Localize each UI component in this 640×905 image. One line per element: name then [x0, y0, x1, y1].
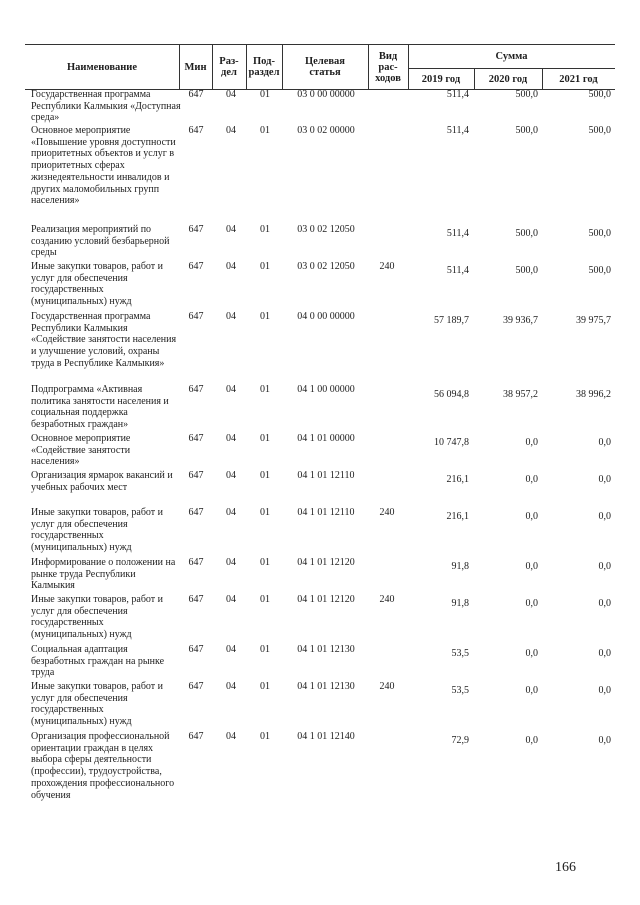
row-2019: 53,5: [451, 685, 469, 696]
row-name: Реализация мероприятий по созданию условий безбарьерной среды: [31, 224, 170, 259]
row-razdel: 04: [226, 470, 236, 481]
col-header-razdel: Раз- дел: [219, 56, 239, 78]
row-2021: 500,0: [588, 228, 611, 239]
row-celevaya: 04 1 01 12110: [297, 507, 355, 518]
row-2021: 0,0: [598, 511, 611, 522]
col-header-vid: Вид рас- ходов: [375, 50, 401, 84]
row-razdel: 04: [226, 261, 236, 272]
row-2019: 53,5: [451, 648, 469, 659]
col-header-summa: Сумма: [495, 50, 528, 62]
row-name: Иные закупки товаров, работ и услуг для обеспечения государственных (муниципальных) нужд: [31, 681, 164, 728]
col-header-min: Мин: [184, 61, 207, 73]
row-2021: 500,0: [588, 89, 611, 100]
row-razdel: 04: [226, 507, 236, 518]
row-razdel: 04: [226, 557, 236, 568]
row-2019: 57 189,7: [434, 315, 469, 326]
row-2020: 0,0: [525, 511, 538, 522]
row-celevaya: 04 1 00 00000: [297, 384, 355, 395]
row-name: Иные закупки товаров, работ и услуг для обеспечения государственных (муниципальных) нужд: [31, 507, 164, 554]
row-name: Основное мероприятие «Повышение уровня доступности приоритетных объектов и услуг в приоритетных сферах жизнедеятельности инвалидов и других маломобильных групп населения»: [31, 125, 176, 207]
row-2019: 511,4: [446, 265, 469, 276]
row-min: 647: [188, 311, 204, 322]
row-2019: 511,4: [446, 89, 469, 100]
row-podrazdel: 01: [260, 507, 270, 518]
col-header-2021: 2021 год: [559, 73, 598, 85]
row-2019: 216,1: [446, 511, 469, 522]
row-min: 647: [188, 384, 204, 395]
row-celevaya: 03 0 00 00000: [297, 89, 355, 100]
row-celevaya: 04 1 01 12110: [297, 470, 355, 481]
row-podrazdel: 01: [260, 311, 270, 322]
row-min: 647: [188, 433, 204, 444]
row-2020: 0,0: [525, 735, 538, 746]
row-podrazdel: 01: [260, 594, 270, 605]
row-2020: 0,0: [525, 598, 538, 609]
row-razdel: 04: [226, 594, 236, 605]
row-2019: 91,8: [451, 598, 469, 609]
row-podrazdel: 01: [260, 644, 270, 655]
row-razdel: 04: [226, 433, 236, 444]
row-name: Организация ярмарок вакансий и учебных рабочих мест: [31, 470, 173, 493]
row-2020: 38 957,2: [503, 389, 538, 400]
row-2019: 216,1: [446, 474, 469, 485]
row-2019: 10 747,8: [434, 437, 469, 448]
row-2021: 0,0: [598, 735, 611, 746]
row-razdel: 04: [226, 311, 236, 322]
row-2019: 56 094,8: [434, 389, 469, 400]
row-podrazdel: 01: [260, 125, 270, 136]
row-podrazdel: 01: [260, 681, 270, 692]
row-celevaya: 04 1 01 12120: [297, 594, 355, 605]
row-celevaya: 03 0 02 12050: [297, 261, 355, 272]
row-2020: 500,0: [515, 125, 538, 136]
row-2020: 39 936,7: [503, 315, 538, 326]
row-celevaya: 04 1 01 12130: [297, 644, 355, 655]
row-celevaya: 03 0 02 12050: [297, 224, 355, 235]
row-name: Основное мероприятие «Содействие занятости населения»: [31, 433, 131, 468]
row-podrazdel: 01: [260, 261, 270, 272]
row-2021: 38 996,2: [576, 389, 611, 400]
row-2020: 0,0: [525, 648, 538, 659]
col-header-2020: 2020 год: [488, 73, 528, 85]
row-min: 647: [188, 89, 204, 100]
row-celevaya: 04 0 00 00000: [297, 311, 355, 322]
row-min: 647: [188, 224, 204, 235]
row-celevaya: 03 0 02 00000: [297, 125, 355, 136]
row-2021: 0,0: [598, 474, 611, 485]
row-2019: 91,8: [451, 561, 469, 572]
row-min: 647: [188, 125, 204, 136]
row-celevaya: 04 1 01 12140: [297, 731, 355, 742]
row-name: Подпрограмма «Активная политика занятости населения и социальная поддержка безработных граждан»: [31, 384, 169, 431]
row-podrazdel: 01: [260, 470, 270, 481]
row-podrazdel: 01: [260, 224, 270, 235]
row-name: Иные закупки товаров, работ и услуг для обеспечения государственных (муниципальных) нужд: [31, 261, 164, 308]
row-podrazdel: 01: [260, 89, 270, 100]
row-2021: 0,0: [598, 598, 611, 609]
row-2019: 72,9: [451, 735, 469, 746]
row-2020: 0,0: [525, 437, 538, 448]
row-2021: 39 975,7: [576, 315, 611, 326]
row-podrazdel: 01: [260, 384, 270, 395]
row-2020: 500,0: [515, 265, 538, 276]
row-razdel: 04: [226, 731, 236, 742]
row-2021: 0,0: [598, 648, 611, 659]
row-2020: 0,0: [525, 474, 538, 485]
row-name: Государственная программа Республики Калмыкия «Доступная среда»: [31, 89, 181, 124]
row-2021: 500,0: [588, 265, 611, 276]
row-min: 647: [188, 470, 204, 481]
row-name: Социальная адаптация безработных граждан на рынке труда: [31, 644, 165, 679]
row-min: 647: [188, 644, 204, 655]
row-podrazdel: 01: [260, 433, 270, 444]
row-2020: 0,0: [525, 685, 538, 696]
row-celevaya: 04 1 01 00000: [297, 433, 355, 444]
row-2021: 0,0: [598, 561, 611, 572]
row-razdel: 04: [226, 89, 236, 100]
row-2020: 500,0: [515, 228, 538, 239]
row-celevaya: 04 1 01 12120: [297, 557, 355, 568]
row-2021: 0,0: [598, 437, 611, 448]
row-name: Государственная программа Республики Калмыкия «Содействие занятости населения и улучшение условий, охраны труда в Республике Калмыкия»: [31, 311, 177, 369]
page-number: 166: [555, 860, 576, 875]
row-min: 647: [188, 594, 204, 605]
row-vid: 240: [379, 261, 395, 272]
row-2020: 500,0: [515, 89, 538, 100]
row-2021: 0,0: [598, 685, 611, 696]
row-min: 647: [188, 261, 204, 272]
row-vid: 240: [379, 507, 395, 518]
row-2020: 0,0: [525, 561, 538, 572]
col-header-celevaya: Целевая статья: [305, 56, 345, 78]
row-min: 647: [188, 507, 204, 518]
row-name: Организация профессиональной ориентации граждан в целях выбора сферы деятельности (профессии), трудоустройства, прохождения профессионального обучения: [31, 731, 175, 801]
row-razdel: 04: [226, 384, 236, 395]
row-min: 647: [188, 557, 204, 568]
row-2019: 511,4: [446, 125, 469, 136]
row-celevaya: 04 1 01 12130: [297, 681, 355, 692]
row-vid: 240: [379, 681, 395, 692]
row-razdel: 04: [226, 125, 236, 136]
row-vid: 240: [379, 594, 395, 605]
row-razdel: 04: [226, 681, 236, 692]
col-header-2019: 2019 год: [421, 73, 461, 85]
row-podrazdel: 01: [260, 731, 270, 742]
row-2021: 500,0: [588, 125, 611, 136]
row-min: 647: [188, 731, 204, 742]
row-name: Информирование о положении на рынке труда Республики Калмыкия: [31, 557, 176, 592]
row-podrazdel: 01: [260, 557, 270, 568]
row-min: 647: [188, 681, 204, 692]
col-header-name: Наименование: [67, 61, 137, 73]
row-name: Иные закупки товаров, работ и услуг для обеспечения государственных (муниципальных) нужд: [31, 594, 164, 641]
row-2019: 511,4: [446, 228, 469, 239]
row-razdel: 04: [226, 644, 236, 655]
col-header-podrazdel: Под- раздел: [248, 56, 280, 78]
row-razdel: 04: [226, 224, 236, 235]
